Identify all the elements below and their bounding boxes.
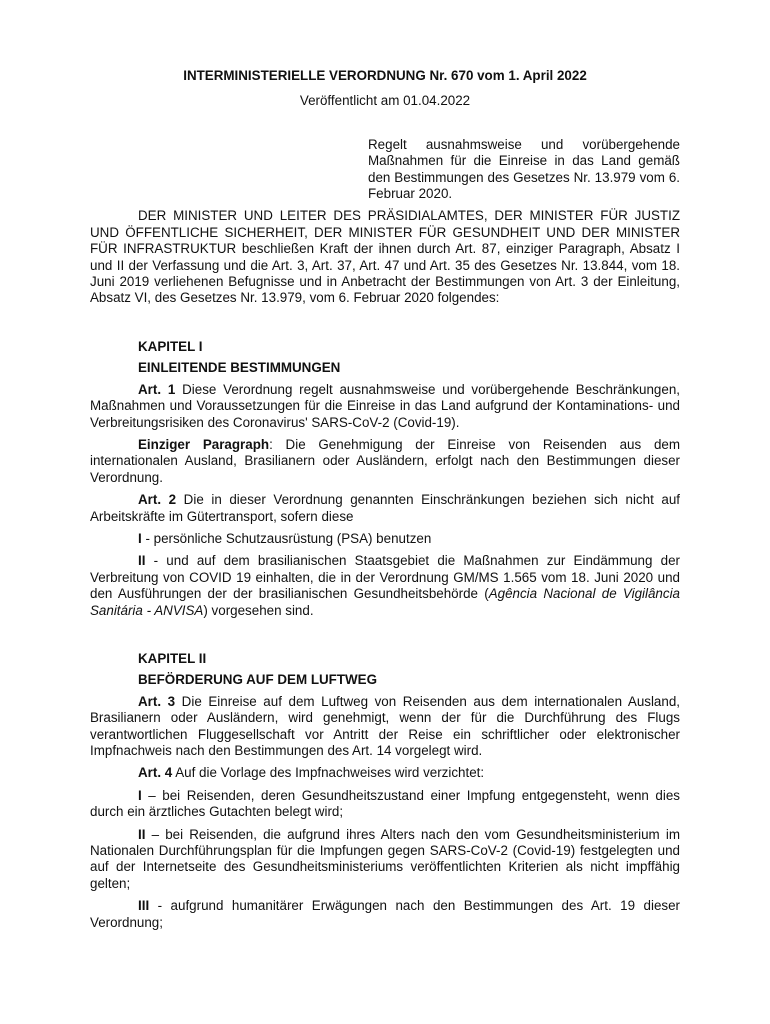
item-text: - aufgrund humanitärer Erwägungen nach den Bestimmungen des Art. 19 dieser Verordnung;	[90, 898, 680, 930]
item-text: – bei Reisenden, deren Gesundheitszustand einer Impfung entgegensteht, wenn dies durch ein ärztliches Gutachten belegt wird;	[90, 787, 680, 820]
document-title: INTERMINISTERIELLE VERORDNUNG Nr. 670 vom 1. April 2022	[183, 68, 587, 83]
document-body	[90, 68, 680, 931]
article-2-text: Die in dieser Verordnung genannten Einschränkungen beziehen sich nicht auf Arbeitskräfte im Gütertransport, sofern diese	[90, 492, 680, 524]
article-4-item-3	[90, 898, 680, 931]
document-summary: Regelt ausnahmsweise und vorübergehende Maßnahmen für die Einreise in das Land gemäß den Bestimmungen des Gesetzes Nr. 13.979 vom 6. Februar 2020.	[368, 136, 680, 202]
article-1-text: Diese Verordnung regelt ausnahmsweise und vorübergehende Beschränkungen, Maßnahmen und Voraussetzungen für die Einreise in das Land aufgrund der Kontaminations- und Verbreitungsrisiken des Coronavirus' SARS-CoV-2 (Covid-19).	[90, 381, 680, 430]
item-text: – bei Reisenden, die aufgrund ihres Alters nach den vom Gesundheitsministerium im Nationalen Durchführungsplan für die Impfungen gegen SARS-CoV-2 (Covid-19) festgelegten und auf der Internetseite des Gesundheitsministeriums veröffentlichten Kriterien als nicht impffähig gelten;	[90, 826, 680, 891]
paragraph-label: Einziger Paragraph	[138, 436, 270, 452]
article-2	[90, 492, 680, 525]
chapter-2-heading: BEFÖRDERUNG AUF DEM LUFTWEG	[138, 672, 378, 688]
article-4	[90, 765, 680, 781]
article-2-label: Art. 2	[138, 492, 177, 508]
item-text: - persönliche Schutzausrüstung (PSA) benutzen	[141, 530, 432, 546]
article-2-item-2	[90, 553, 680, 619]
item-label: I	[138, 530, 142, 546]
agency-name: Agência Nacional de Vigilância Sanitária - ANVISA	[90, 586, 680, 618]
item-label: II	[138, 553, 146, 569]
article-1	[90, 382, 680, 431]
publication-date: Veröffentlicht am 01.04.2022	[299, 93, 471, 109]
article-4-item-2	[90, 827, 680, 893]
item-label: I	[138, 787, 142, 803]
chapter-1-label: KAPITEL I	[138, 338, 203, 354]
paragraph-text: : Die Genehmigung der Einreise von Reisenden aus dem internationalen Ausland, Brasilianern oder Ausländern, erfolgt nach den Bestimmungen dieser Verordnung.	[90, 436, 680, 485]
article-4-label: Art. 4	[138, 765, 173, 781]
article-3-label: Art. 3	[138, 693, 176, 709]
article-3	[90, 694, 680, 760]
article-1-paragraph	[90, 437, 680, 486]
article-2-item-1	[90, 531, 680, 547]
chapter-1-heading: EINLEITENDE BESTIMMUNGEN	[138, 360, 341, 376]
article-1-label: Art. 1	[138, 381, 176, 397]
item-text-end: ) vorgesehen sind.	[203, 602, 314, 618]
article-4-item-1	[90, 788, 680, 821]
chapter-2-label: KAPITEL II	[138, 650, 207, 666]
preamble: DER MINISTER UND LEITER DES PRÄSIDIALAMTES, DER MINISTER FÜR JUSTIZ UND ÖFFENTLICHE SICHERHEIT, DER MINISTER FÜR GESUNDHEIT UND DER MINISTER FÜR INFRASTRUKTUR beschließen Kraft der ihnen durch Art. 87, einziger Paragraph, Absatz I und II der Verfassung und die Art. 3, Art. 37, Art. 47 und Art. 35 des Gesetzes Nr. 13.844, vom 18. Juni 2019 verliehenen Befugnisse und in Anbetracht der Bestimmungen von Art. 3 der Einleitung, Absatz VI, des Gesetzes Nr. 13.979, vom 6. Februar 2020 folgendes:	[90, 208, 680, 306]
article-3-text: Die Einreise auf dem Luftweg von Reisenden aus dem internationalen Ausland, Brasilianern oder Ausländern, wird genehmigt, wenn der für die Durchführung des Flugs verantwortlichen Fluggesellschaft vor Antritt der Reise ein schriftlicher oder elektronischer Impfnachweis nach den Bestimmungen des Art. 14 vorgelegt wird.	[90, 693, 680, 758]
article-4-text: Auf die Vorlage des Impfnachweises wird verzichtet:	[172, 765, 485, 781]
item-label: II	[138, 826, 146, 842]
item-label: III	[138, 898, 150, 914]
item-text: - und auf dem brasilianischen Staatsgebiet die Maßnahmen zur Eindämmung der Verbreitung von COVID 19 einhalten, die in der Verordnung GM/MS 1.565 vom 18. Juni 2020 und den Ausführungen der der brasilianischen Gesundheitsbehörde (	[90, 553, 680, 602]
